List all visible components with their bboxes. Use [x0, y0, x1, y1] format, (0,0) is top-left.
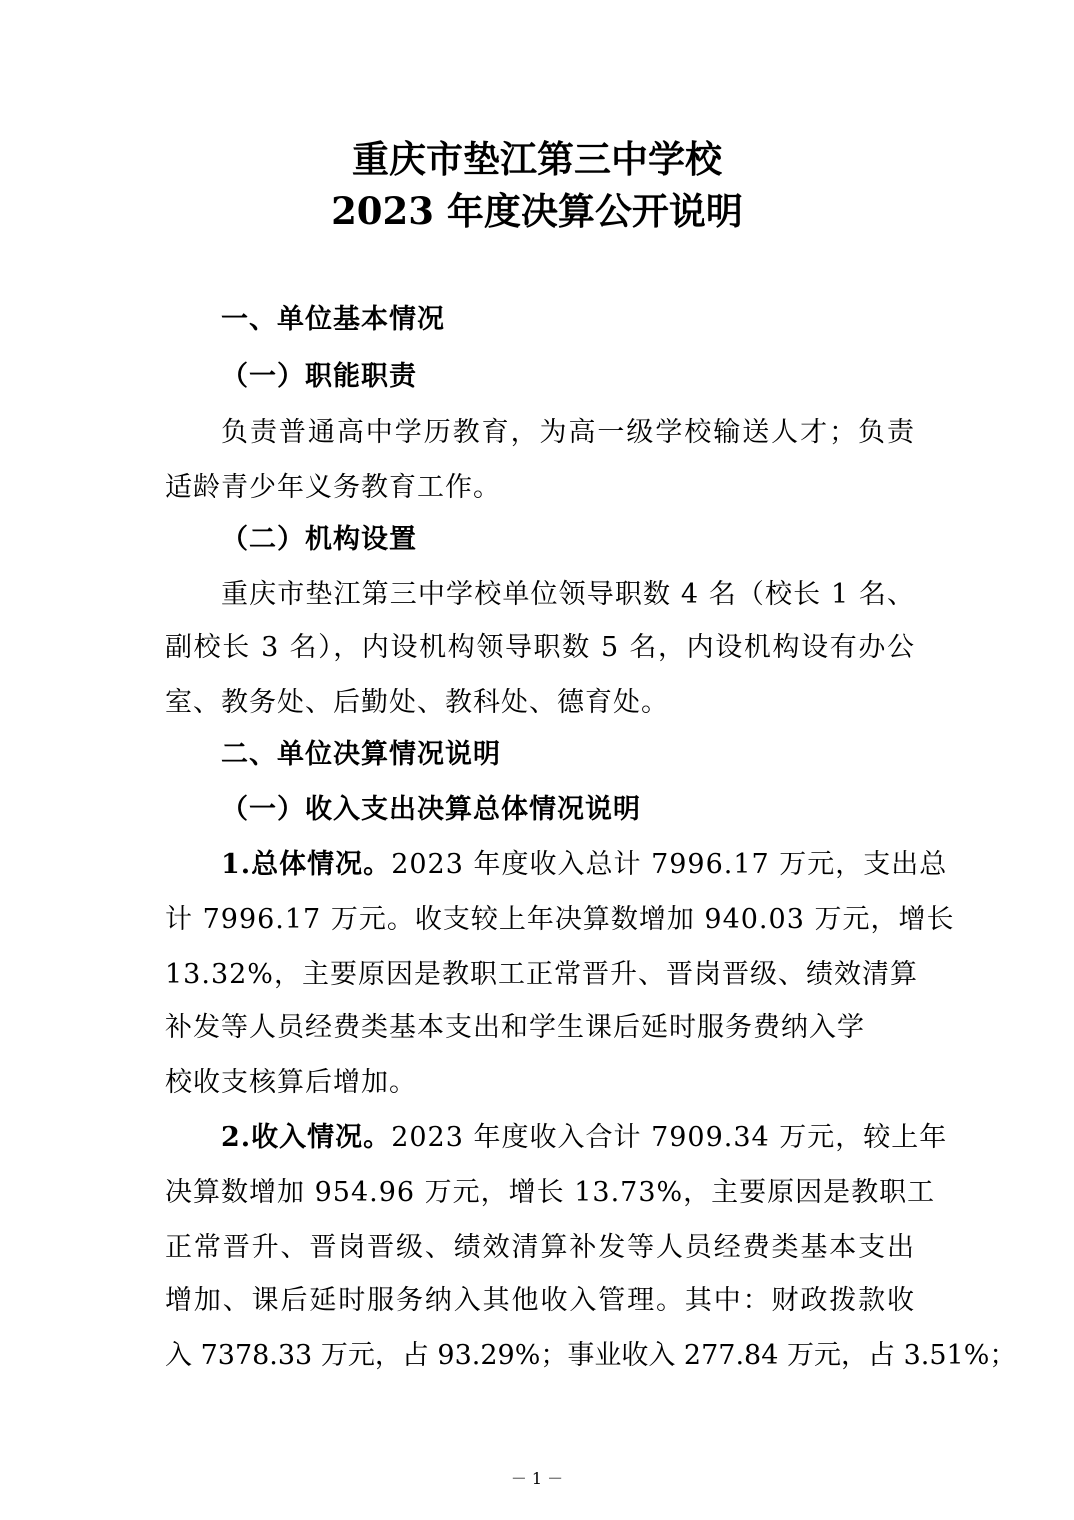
- paragraph-line: 入 7378.33 万元，占 93.29%；事业收入 277.84 万元，占 3.51%；: [165, 1340, 1017, 1371]
- paragraph-lead: 1.总体情况。: [221, 849, 392, 880]
- paragraph-text: 2023 年度收入总计 7996.17 万元，支出总: [391, 849, 948, 880]
- paragraph-line: 室、教务处、后勤处、教科处、德育处。: [165, 687, 669, 718]
- paragraph-first-line: [221, 1122, 948, 1153]
- paragraph-lead: 2.收入情况。: [221, 1122, 392, 1153]
- section-heading-basic-info: 一、单位基本情况: [221, 304, 445, 335]
- paragraph-line: 13.32%，主要原因是教职工正常晋升、晋岗晋级、绩效清算: [165, 959, 918, 990]
- subheading-overall-income-expense: （一）收入支出决算总体情况说明: [221, 794, 641, 825]
- paragraph-text: 2023 年度收入合计 7909.34 万元，较上年: [391, 1122, 948, 1153]
- paragraph-line: 正常晋升、晋岗晋级、绩效清算补发等人员经费类基本支出: [165, 1232, 915, 1263]
- paragraph-line: 副校长 3 名），内设机构领导职数 5 名，内设机构设有办公: [165, 632, 915, 663]
- paragraph-line: 补发等人员经费类基本支出和学生课后延时服务费纳入学: [165, 1012, 865, 1043]
- page-number: － 1 －: [510, 1469, 564, 1488]
- document-title-line2: 2023 年度决算公开说明: [331, 189, 743, 233]
- subheading-organization: （二）机构设置: [221, 524, 417, 555]
- paragraph-line: 校收支核算后增加。: [165, 1067, 417, 1098]
- paragraph-line: 适龄青少年义务教育工作。: [165, 472, 501, 503]
- subheading-functions: （一）职能职责: [221, 361, 417, 392]
- paragraph-line: 决算数增加 954.96 万元，增长 13.73%，主要原因是教职工: [165, 1177, 936, 1208]
- section-heading-final-accounts: 二、单位决算情况说明: [221, 739, 501, 770]
- document-title-line1: 重庆市垫江第三中学校: [352, 137, 722, 181]
- paragraph-line: 增加、课后延时服务纳入其他收入管理。其中：财政拨款收: [165, 1285, 915, 1316]
- paragraph-line: 计 7996.17 万元。收支较上年决算数增加 940.03 万元，增长: [165, 904, 955, 935]
- paragraph-line: 负责普通高中学历教育，为高一级学校输送人才；负责: [221, 417, 915, 448]
- paragraph-line: 重庆市垫江第三中学校单位领导职数 4 名（校长 1 名、: [221, 579, 915, 610]
- paragraph-first-line: [221, 849, 948, 880]
